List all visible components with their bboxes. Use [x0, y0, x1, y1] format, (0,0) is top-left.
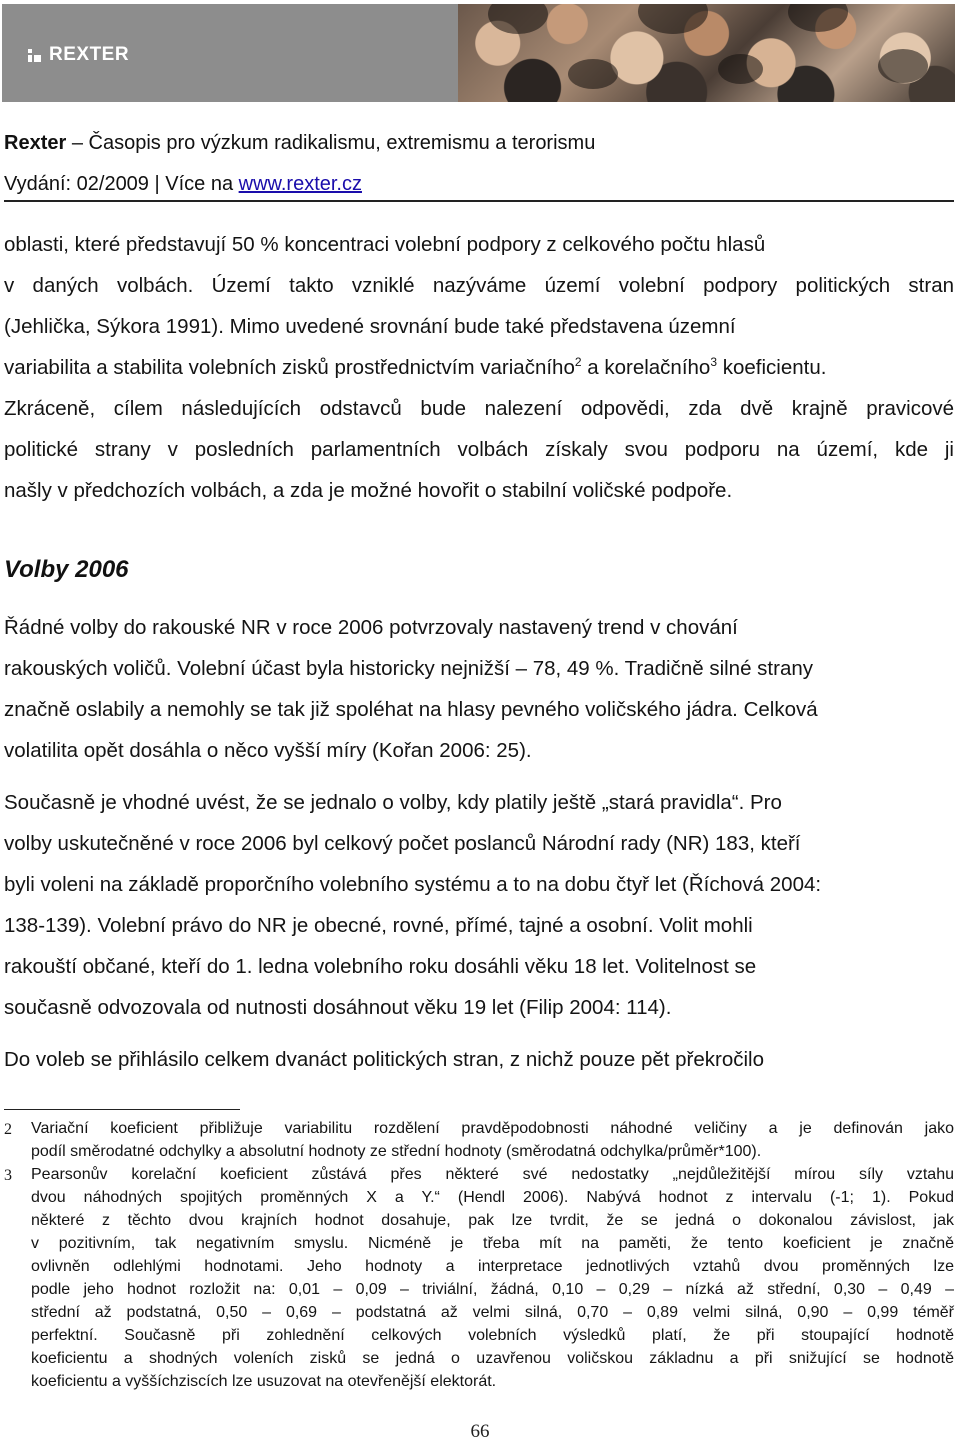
p1-line-4	[4, 355, 954, 381]
p3-line-4: 138-139). Volební právo do NR je obecné, rovné, přímé, tajné a osobní. Volit mohli	[4, 914, 753, 937]
p3-line-1: Současně je vhodné uvést, že se jednalo o volby, kdy platily ještě „stará pravidla“. Pro	[4, 791, 782, 814]
p3-line-6: současně odvozovala od nutnosti dosáhnout věku 19 let (Filip 2004: 114).	[4, 996, 672, 1019]
p1-line-4-a: variabilita a stabilita volebních zisků prostřednictvím variačního	[4, 356, 575, 379]
p3-line-5: rakouští občané, kteří do 1. ledna volebního roku dosáhli věku 18 let. Volitelnost se	[4, 955, 757, 978]
issue-line	[4, 172, 362, 196]
p3-line-2: volby uskutečněné v roce 2006 byl celkový počet poslanců Národní rady (NR) 183, kteří	[4, 832, 801, 855]
p1-line-6: politické strany v posledních parlamentních volbách získaly svou podporu na území, kde ji	[4, 438, 954, 461]
footnote-2-number: 2	[4, 1121, 12, 1138]
footnote-3-line-10: koeficientu a vyššíchziscích lze usuzovat na otevřenější elektorát.	[31, 1373, 497, 1390]
footnote-2-line-2: podíl směrodatné odchylky a absolutní hodnoty ze střední hodnoty (směrodatná odchylka/průměr*100).	[31, 1143, 762, 1160]
header-rule	[4, 200, 954, 202]
logo-mark-icon	[28, 49, 41, 62]
p3-line-3: byli voleni na základě proporčního volebního systému a to na dobu čtyř let (Říchová 2004:	[4, 873, 822, 896]
footnote-3-line-8: perfektní. Současně při zohlednění celkových volebních výsledků platí, že při stoupající hodnotě	[31, 1327, 954, 1344]
page-number: 66	[470, 1421, 490, 1442]
footnote-3-number: 3	[4, 1167, 12, 1184]
rexter-logo[interactable]	[28, 44, 129, 66]
p1-line-5: Zkráceně, cílem následujících odstavců bude nalezení odpovědi, zda dvě krajně pravicové	[4, 397, 954, 420]
footnote-ref-2: 2	[574, 355, 582, 369]
footnote-3-line-3: některé z těchto dvou krajních hodnot dosahuje, pak lze tvrdit, že se jedná o dokonalou závislost, jak	[31, 1212, 954, 1229]
p1-line-3: (Jehlička, Sýkora 1991). Mimo uvedené srovnání bude také představena územní	[4, 315, 736, 338]
p1-line-7: našly v předchozích volbách, a zda je možné hovořit o stabilní voličské podpoře.	[4, 479, 733, 502]
p2-line-1: Řádné volby do rakouské NR v roce 2006 potvrzovaly nastavený trend v chování	[4, 616, 738, 639]
website-link[interactable]: www.rexter.cz	[238, 173, 362, 195]
p2-line-4: volatilita opět dosáhla o něco vyšší míry (Kořan 2006: 25).	[4, 739, 532, 762]
title-dash: –	[66, 132, 89, 154]
footnote-2-line-1: Variační koeficient přibližuje variabilitu rozdělení pravděpodobnosti náhodné veličiny a je definován jako	[31, 1120, 954, 1137]
p1-line-2: v daných volbách. Území takto vzniklé nazýváme území volební podpory politických stran	[4, 274, 954, 297]
p1-line-1: oblasti, které představují 50 % koncentraci volební podpory z celkového počtu hlasů	[4, 233, 766, 256]
p2-line-2: rakouských voličů. Volební účast byla historicky nejnižší – 78, 49 %. Tradičně silné strany	[4, 657, 814, 680]
footnote-3-line-4: v pozitivním, tak negativním smyslu. Nicméně je třeba mít na paměti, že tento koeficient je značně	[31, 1235, 954, 1252]
p4-line-1: Do voleb se přihlásilo celkem dvanáct politických stran, z nichž pouze pět překročilo	[4, 1048, 765, 1071]
footnote-3-line-1: Pearsonův korelační koeficient zůstává přes některé své nedostatky „nejdůležitější mírou síly vztahu	[31, 1166, 954, 1183]
journal-subtitle: Časopis pro výzkum radikalismu, extremismu a terorismu	[88, 132, 596, 154]
footnote-3-line-9: koeficientu a shodných voleních zisků se jedná o uzavřenou voličskou základnu a při snižující se hodnotě	[31, 1350, 954, 1367]
header-banner	[2, 4, 955, 102]
p2-line-3: značně oslabily a nemohly se tak již spoléhat na hlasy pevného voličského jádra. Celková	[4, 698, 818, 721]
footnote-3-line-2: dvou náhodných spojitých proměnných X a Y.“ (Hendl 2006). Nabývá hodnot z intervalu (-1; 1). Pokud	[31, 1189, 954, 1206]
footnote-separator	[4, 1109, 240, 1110]
p1-line-4-b: a korelačního	[581, 356, 711, 379]
logo-text: REXTER	[49, 44, 130, 65]
p1-line-4-c: koeficientu.	[717, 356, 827, 379]
issue-info: Vydání: 02/2009 | Více na	[4, 173, 239, 195]
banner-logo-panel	[2, 4, 458, 102]
footnote-3-line-6: podle jeho hodnot rozložit na: 0,01 – 0,09 – triviální, žádná, 0,10 – 0,29 – nízká až střední, 0,30 – 0,49 –	[31, 1281, 954, 1298]
footnote-3-line-7: střední až podstatná, 0,50 – 0,69 – podstatná až velmi silná, 0,70 – 0,89 velmi silná, 0,90 – 0,99 téměř	[31, 1304, 954, 1321]
section-heading: Volby 2006	[4, 556, 129, 583]
footnote-3-line-5: ovlivněn odlehlými hodnotami. Jeho hodnoty a interpretace jednotlivých vztahů dvou proměnných lze	[31, 1258, 954, 1275]
journal-name: Rexter	[4, 132, 67, 154]
journal-title-line	[4, 131, 595, 155]
footnote-ref-3: 3	[710, 355, 718, 369]
crowd-photo	[458, 4, 955, 102]
